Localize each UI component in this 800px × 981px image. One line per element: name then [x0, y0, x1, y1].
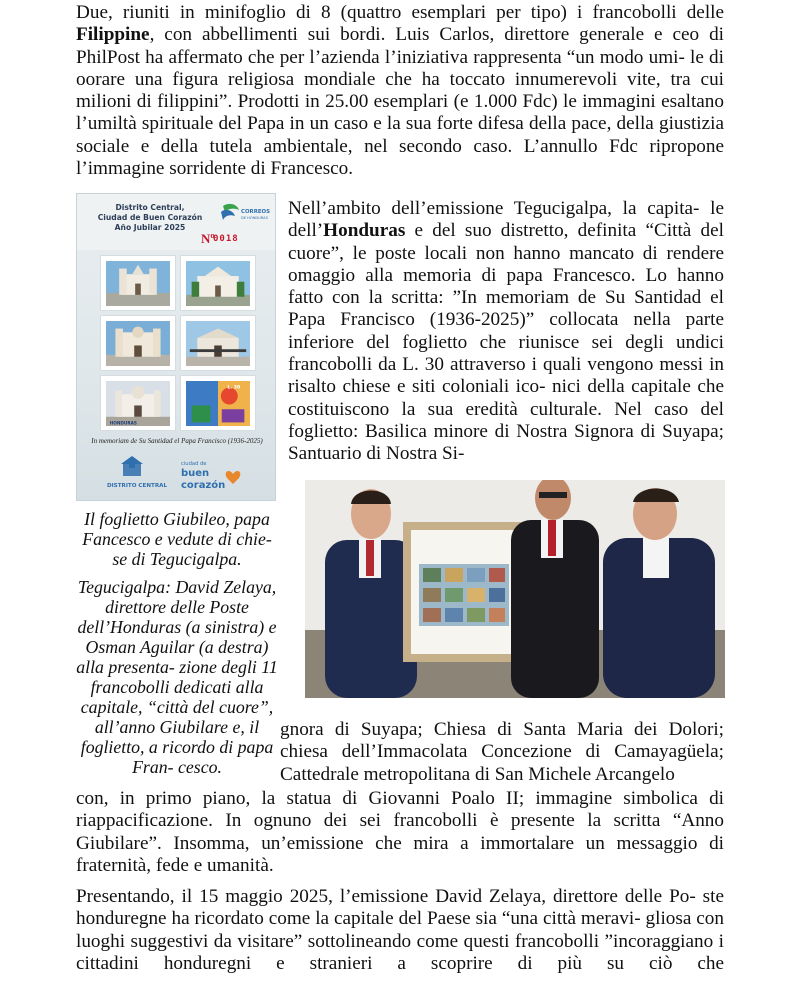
- memoriam-inscription: In memoriam de Su Santidad el Papa Francisco (1936-2025): [91, 437, 263, 445]
- stamp-value-label: L. 30: [227, 385, 241, 391]
- sheet-title: [85, 203, 215, 233]
- caption-ceremony-photo: Tegucigalpa: David Zelaya, direttore delle Poste dell’Honduras (a sinistra) e Osman Aguilar (a destra) alla presenta- zione degli 11 francobolli dedicati alla capitale, “città del cuore”, all’anno Giubilare e, il foglietto, a ricordo di papa Fran- cesco.: [76, 577, 278, 777]
- stamp-basilica: [101, 256, 175, 310]
- paragraph-text: e del suo distretto, definita “Città del cuore”, le poste locali non hanno mancato di rendere omaggio alla memoria di papa Francesco. Lo hanno fatto con la scritta: ”In memoriam de Su Santidad el Papa Francisco (1936-2025)” collocata nella parte inferiore del foglietto che riunisce sei degli undici francobolli da L. 30 attraverso i quali vengono messi in risalto chiese e siti coloniali ico- nici della capitale che costituiscono la sua eredità culturale. Nel caso del foglietto: Basilica minore di Nostra Signora di Suyapa; Santuario di Nostra Si-: [288, 220, 724, 465]
- buen-corazon-text-mid: buen: [181, 468, 210, 479]
- paragraph-text: gnora di Suyapa; Chiesa di Santa Maria dei Dolori; chiesa dell’Immacolata Concezione di Camayagüela; Cattedrale metropolitana di San Michele Arcangelo: [280, 719, 724, 785]
- buen-corazon-text-top: ciudad de: [181, 461, 207, 467]
- souvenir-sheet-image: [76, 193, 276, 501]
- stamp-country-label: HONDURAS: [109, 420, 137, 426]
- serial-number: 0018: [213, 234, 239, 244]
- stamp-cathedral: [101, 376, 175, 430]
- paragraph-text: Nell’ambito dell’emissione Tegucigalpa, la capita- le dell’: [288, 198, 724, 242]
- paragraph-presentation: [76, 886, 724, 975]
- serial-number-sign: Nº: [201, 231, 215, 246]
- caption-souvenir-sheet: Il foglietto Giubileo, papa Fancesco e vedute di chie- se di Tegucigalpa.: [82, 509, 272, 569]
- paragraph-text: Presentando, il 15 maggio 2025, l’emissione David Zelaya, direttore delle Po- ste honduregne ha ricordato come la capitale del Paese sia “una città meravi- gliosa con luoghi suggestivi da visitare” sottolineando come questi francobolli ”incoraggiano i cittadini honduregni e stranieri a scoprire di più su ciò che: [76, 886, 724, 974]
- stamp-church-concepcion: [181, 316, 255, 370]
- paragraph-text: , con abbellimenti sui bordi. Luis Carlos, direttore generale e ceo di PhilPost ha affermato che per l’azienda l’iniziativa rappresenta “un modo umi- le di oorare una figura religiosa mondiale che ha toccato innumerevoli vite, tra cui milioni di filippini”. Prodotti in 25.00 esemplari (e 1.000 Fdc) le immagini esaltano l’umiltà spirituale del Papa in un caso e la sua forte difesa della pace, della giustizia sociale e della tutela ambientale, nel secondo caso. L’annullo Fdc ripropone l’immagine sorridente di Francesco.: [76, 24, 724, 180]
- heart-icon: [226, 471, 241, 484]
- correos-text: CORREOS: [241, 209, 270, 215]
- bold-country-honduras: Honduras: [323, 220, 406, 242]
- paragraph-honduras: [288, 198, 724, 466]
- paragraph-honduras-continued: [280, 719, 724, 786]
- paragraph-jubilee-message: [76, 788, 724, 877]
- ceremony-photo: [305, 480, 725, 698]
- distrito-central-text: DISTRITO CENTRAL: [107, 483, 167, 489]
- svg-text:DE HONDURAS: DE HONDURAS: [241, 216, 268, 220]
- paragraph-text: con, in primo piano, la statua di Giovanni Poalo II; immagine simbolica di riappacificazione. In ognuno dei sei francobolli è presente la scritta “Anno Giubilare”. Insomma, un’emissione che mira a immortalare un messaggio di fraternità, fede e umanità.: [76, 788, 724, 876]
- stamp-church-dolores: [101, 316, 175, 370]
- sheet-title-line: Año Jubilar 2025: [114, 223, 186, 232]
- buen-corazon-logo: [175, 456, 245, 496]
- correos-logo: [215, 200, 271, 234]
- bold-country-philippines: Filippine: [76, 24, 150, 46]
- stamp-sanctuary: [181, 256, 255, 310]
- paragraph-text: Due, riuniti in minifoglio di 8 (quattro esemplari per tipo) i francobolli delle: [76, 2, 724, 23]
- sheet-title-line: Ciudad de Buen Corazón: [97, 213, 203, 222]
- paragraph-philippines: [76, 2, 724, 180]
- distrito-central-logo: [107, 456, 167, 496]
- stamp-mural: [181, 376, 255, 430]
- sheet-title-line: Distrito Central,: [115, 203, 185, 212]
- buen-corazon-text-bot: corazón: [181, 480, 226, 491]
